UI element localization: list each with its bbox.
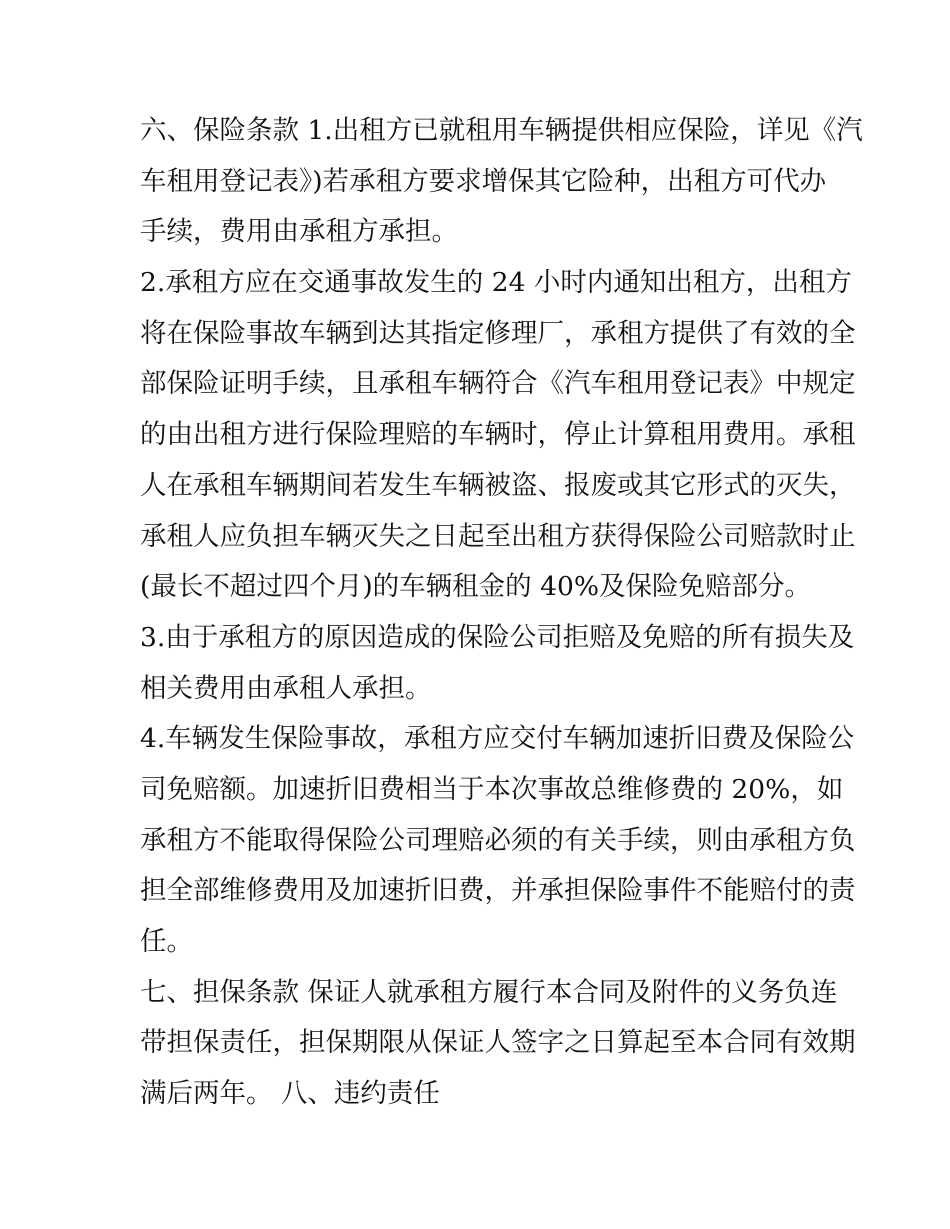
text-line: 2.承租方应在交通事故发生的 24 小时内通知出租方，出租方	[140, 267, 852, 299]
text-line: 六、保险条款 1.出租方已就租用车辆提供相应保险，详见《汽	[140, 115, 863, 146]
text-line: 的由出租方进行保险理赔的车辆时，停止计算租用费用。承租	[140, 419, 856, 451]
text-line: 车租用登记表》)若承租方要求增保其它险种，出租方可代办	[140, 165, 827, 197]
text-line: (最长不超过四个月)的车辆租金的 40%及保险免赔部分。	[140, 571, 812, 603]
text-line: 七、担保条款 保证人就承租方履行本合同及附件的义务负连	[140, 976, 838, 1008]
text-line: 手续，费用由承租方承担。	[140, 216, 458, 248]
text-line: 担全部维修费用及加速折旧费，并承担保险事件不能赔付的责	[140, 875, 856, 907]
text-line: 相关费用由承租人承担。	[140, 672, 432, 704]
text-line: 承租人应负担车辆灭失之日起至出租方获得保险公司赔款时止	[140, 520, 856, 552]
text-line: 将在保险事故车辆到达其指定修理厂，承租方提供了有效的全	[140, 317, 856, 349]
text-line: 承租方不能取得保险公司理赔必须的有关手续，则由承租方负	[140, 824, 856, 856]
text-line: 任。	[140, 926, 193, 957]
contract-text	[140, 106, 863, 1120]
text-line: 司免赔额。加速折旧费相当于本次事故总维修费的 20%，如	[140, 773, 844, 805]
text-line: 4.车辆发生保险事故，承租方应交付车辆加速折旧费及保险公	[140, 723, 855, 755]
text-line: 部保险证明手续，且承租车辆符合《汽车租用登记表》中规定	[140, 368, 856, 400]
text-line: 人在承租车辆期间若发生车辆被盗、报废或其它形式的灭失，	[140, 469, 856, 501]
text-line: 满后两年。 八、违约责任	[140, 1078, 440, 1110]
text-line: 3.由于承租方的原因造成的保险公司拒赔及免赔的所有损失及	[140, 621, 855, 653]
text-line: 带担保责任，担保期限从保证人签字之日算起至本合同有效期	[140, 1027, 856, 1059]
